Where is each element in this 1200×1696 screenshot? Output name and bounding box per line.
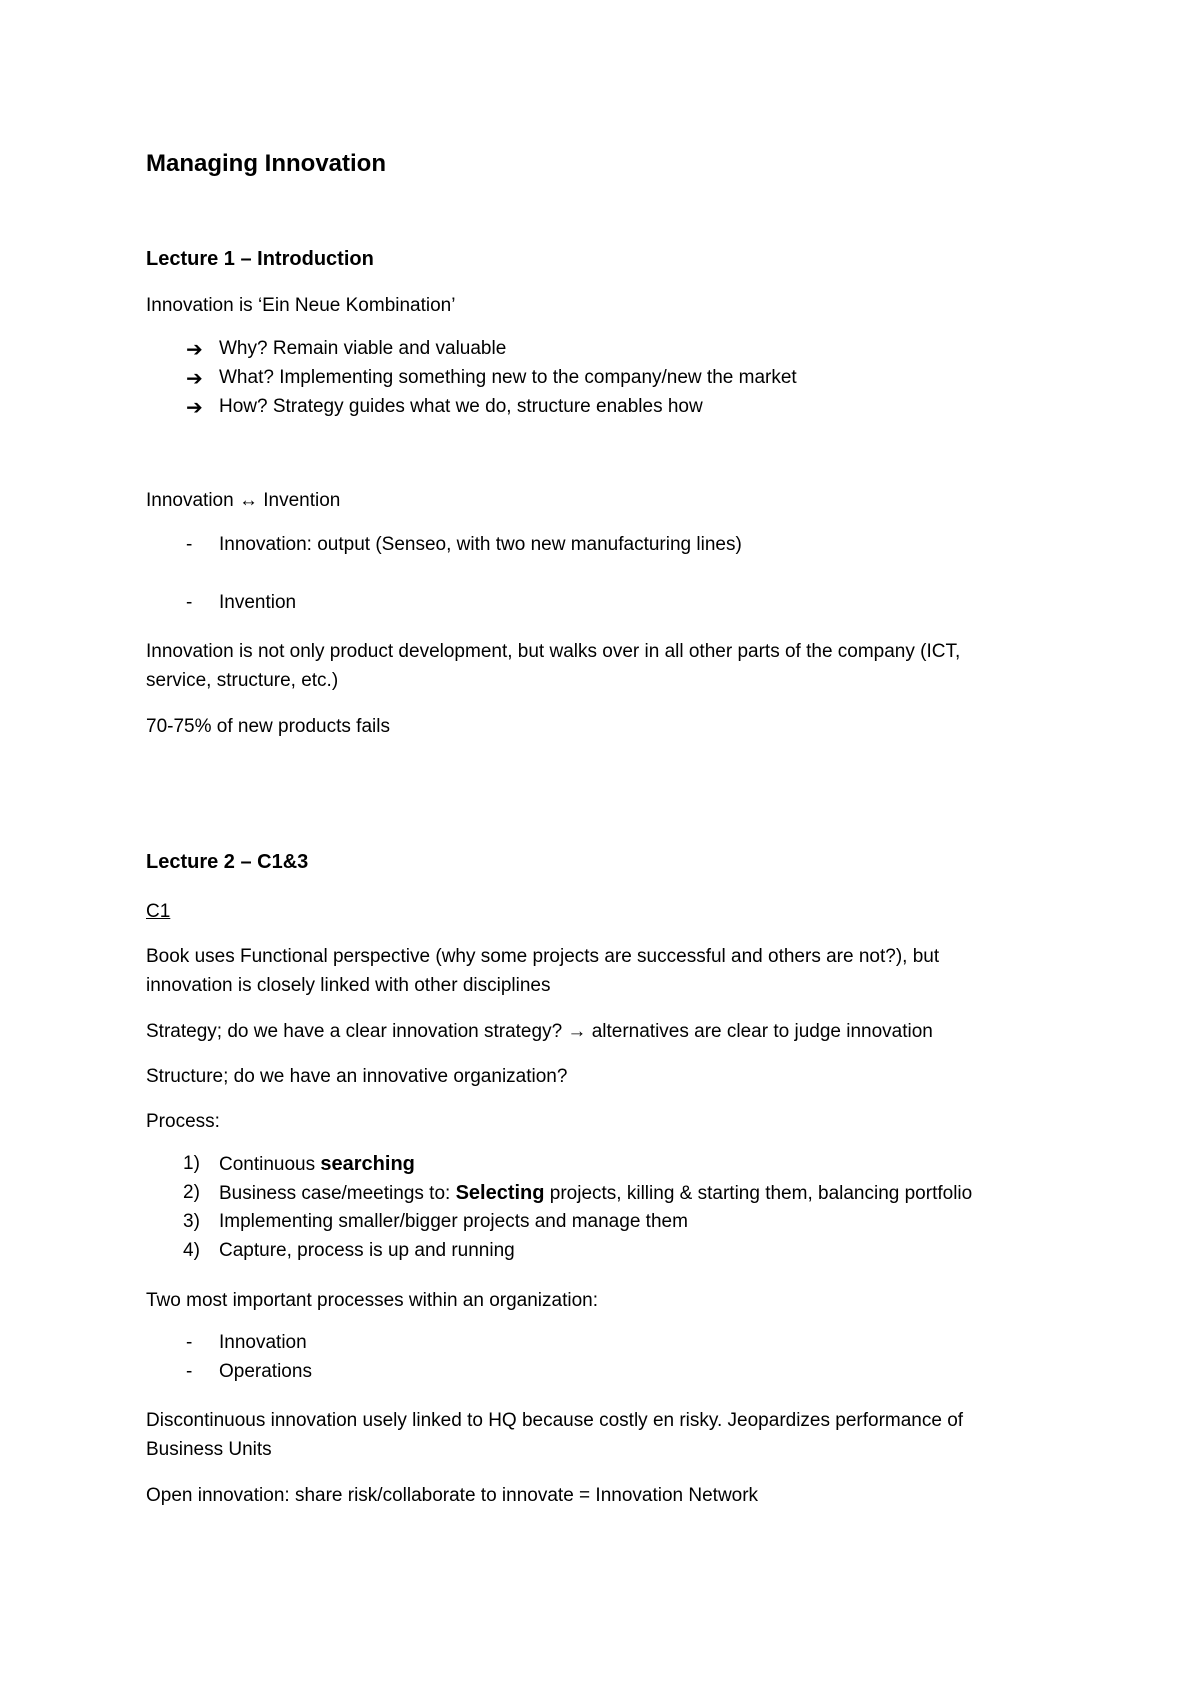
item-text: Continuous xyxy=(219,1154,321,1175)
right-arrow-icon: → xyxy=(567,1021,587,1042)
process-item-searching xyxy=(219,1153,415,1176)
list-number: 2) xyxy=(183,1182,200,1203)
what-item: What? Implementing something new to the company/new the market xyxy=(219,367,797,388)
invention-item: Invention xyxy=(219,592,297,613)
paragraph-line: Discontinuous innovation usely linked to HQ because costly en risky. Jeopardizes performance of xyxy=(146,1410,964,1431)
process-item-implementing: Implementing smaller/bigger projects and manage them xyxy=(219,1211,688,1232)
list-number: 1) xyxy=(183,1153,200,1174)
innovation-vs-invention: Innovation ↔ Invention xyxy=(146,490,341,511)
list-number: 3) xyxy=(183,1211,200,1232)
dash-bullet: - xyxy=(186,592,193,613)
process-item-selecting xyxy=(219,1182,972,1205)
how-item: How? Strategy guides what we do, structure enables how xyxy=(219,396,703,417)
process-label: Process: xyxy=(146,1111,220,1132)
document-title: Managing Innovation xyxy=(146,150,386,177)
dash-bullet: - xyxy=(186,1332,193,1353)
paragraph-line: Business Units xyxy=(146,1439,272,1460)
lecture-2-heading: Lecture 2 – C1&3 xyxy=(146,851,309,873)
item-text: Business case/meetings to: xyxy=(219,1183,456,1204)
arrow-bullet-icon: ➔ xyxy=(186,339,203,361)
dash-bullet: - xyxy=(186,534,193,555)
strategy-answer: alternatives are clear to judge innovation xyxy=(591,1021,933,1042)
item-bold-text: searching xyxy=(320,1153,415,1175)
paragraph-line: innovation is closely linked with other disciplines xyxy=(146,975,551,996)
item-text: projects, killing & starting them, balancing portfolio xyxy=(544,1183,973,1204)
strategy-question: Strategy; do we have a clear innovation strategy? xyxy=(146,1021,563,1042)
innovation-output-item: Innovation: output (Senseo, with two new manufacturing lines) xyxy=(219,534,742,555)
arrow-bullet-icon: ➔ xyxy=(186,368,203,390)
strategy-line xyxy=(146,1017,933,1046)
item-bold-text: Selecting xyxy=(455,1182,545,1204)
failure-stat: 70-75% of new products fails xyxy=(146,716,390,737)
dash-bullet: - xyxy=(186,1361,193,1382)
why-item: Why? Remain viable and valuable xyxy=(219,338,507,359)
process-type-operations: Operations xyxy=(219,1361,312,1382)
open-innovation-line: Open innovation: share risk/collaborate to innovate = Innovation Network xyxy=(146,1485,759,1506)
process-item-capture: Capture, process is up and running xyxy=(219,1240,515,1261)
structure-line: Structure; do we have an innovative organization? xyxy=(146,1066,568,1087)
c1-subheading: C1 xyxy=(146,901,171,922)
innovation-definition: Innovation is ‘Ein Neue Kombination’ xyxy=(146,295,456,316)
lecture-1-heading: Lecture 1 – Introduction xyxy=(146,248,374,270)
list-number: 4) xyxy=(183,1240,200,1261)
paragraph-line: service, structure, etc.) xyxy=(146,670,339,691)
process-type-innovation: Innovation xyxy=(219,1332,307,1353)
arrow-bullet-icon: ➔ xyxy=(186,397,203,419)
paragraph-line: Book uses Functional perspective (why some projects are successful and others are not?), but xyxy=(146,946,940,967)
paragraph-line: Innovation is not only product development, but walks over in all other parts of the company (ICT, xyxy=(146,641,961,662)
two-processes-line: Two most important processes within an organization: xyxy=(146,1290,598,1311)
